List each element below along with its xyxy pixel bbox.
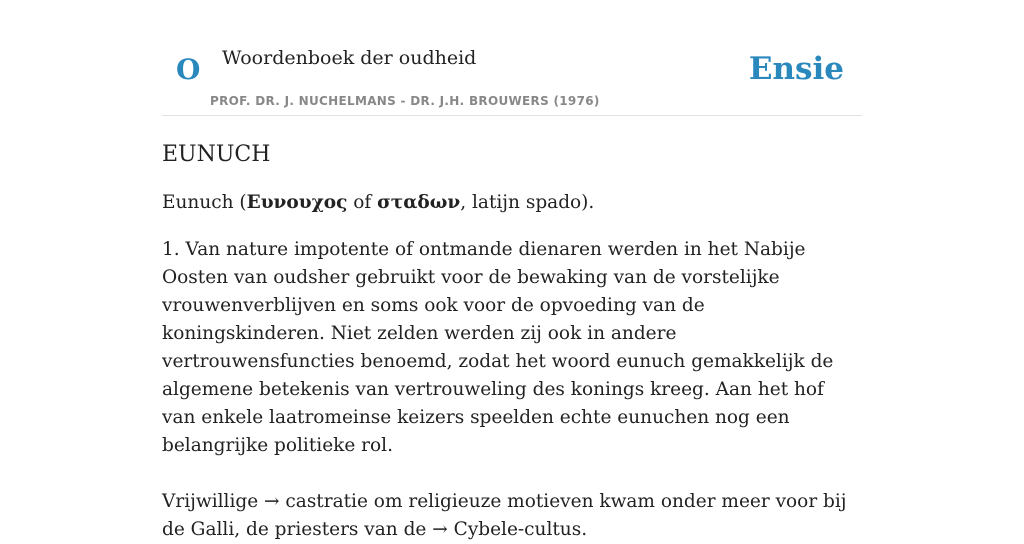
dictionary-header [162,0,862,116]
entry-paragraph-1: 1. Van nature impotente of ontmande dienaren werden in het Nabije Oosten van oudsher gebruikt voor de bewaking van de vorstelijke vrouwenverblijven en soms ook voor de opvoeding van de koningskinderen. Niet zelden werden zij ook in andere vertrouwensfuncties benoemd, zodat het woord eunuch gemakkelijk de algemene betekenis van vertrouweling des konings kreeg. Aan het hof van enkele laatromeinse keizers speelden echte eunuchen nog een belangrijke politieke rol. [162,239,834,456]
entry-lead [162,189,862,217]
arrow-right-icon: → [432,519,448,540]
page [162,0,862,544]
paragraph-2-text-1: Vrijwillige [162,491,265,512]
section-letter[interactable]: O [176,53,201,86]
dictionary-title[interactable]: Woordenboek der oudheid [222,47,477,69]
entry-paragraph-2 [162,488,862,544]
arrow-right-icon: → [264,491,280,512]
ensie-logo[interactable]: Ensie [748,51,844,87]
greek-term-1: Ευνουχος [246,192,348,213]
lead-middle: of [347,192,378,213]
lead-suffix: , latijn spado). [460,192,595,213]
dictionary-authors: PROF. DR. J. NUCHELMANS - DR. J.H. BROUWERS (1976) [210,94,600,108]
greek-term-2: σταδων [377,192,461,213]
link-cybele-cultus[interactable]: Cybele-cultus [447,519,582,540]
paragraph-2-text-2: om religieuze motieven kwam onder meer voor bij de Galli, de priesters van de [162,491,847,540]
entry-heading: EUNUCH [162,142,271,167]
lead-prefix: Eunuch ( [162,192,247,213]
paragraph-2-text-3: . [581,519,588,540]
link-castratie[interactable]: castratie [279,491,368,512]
